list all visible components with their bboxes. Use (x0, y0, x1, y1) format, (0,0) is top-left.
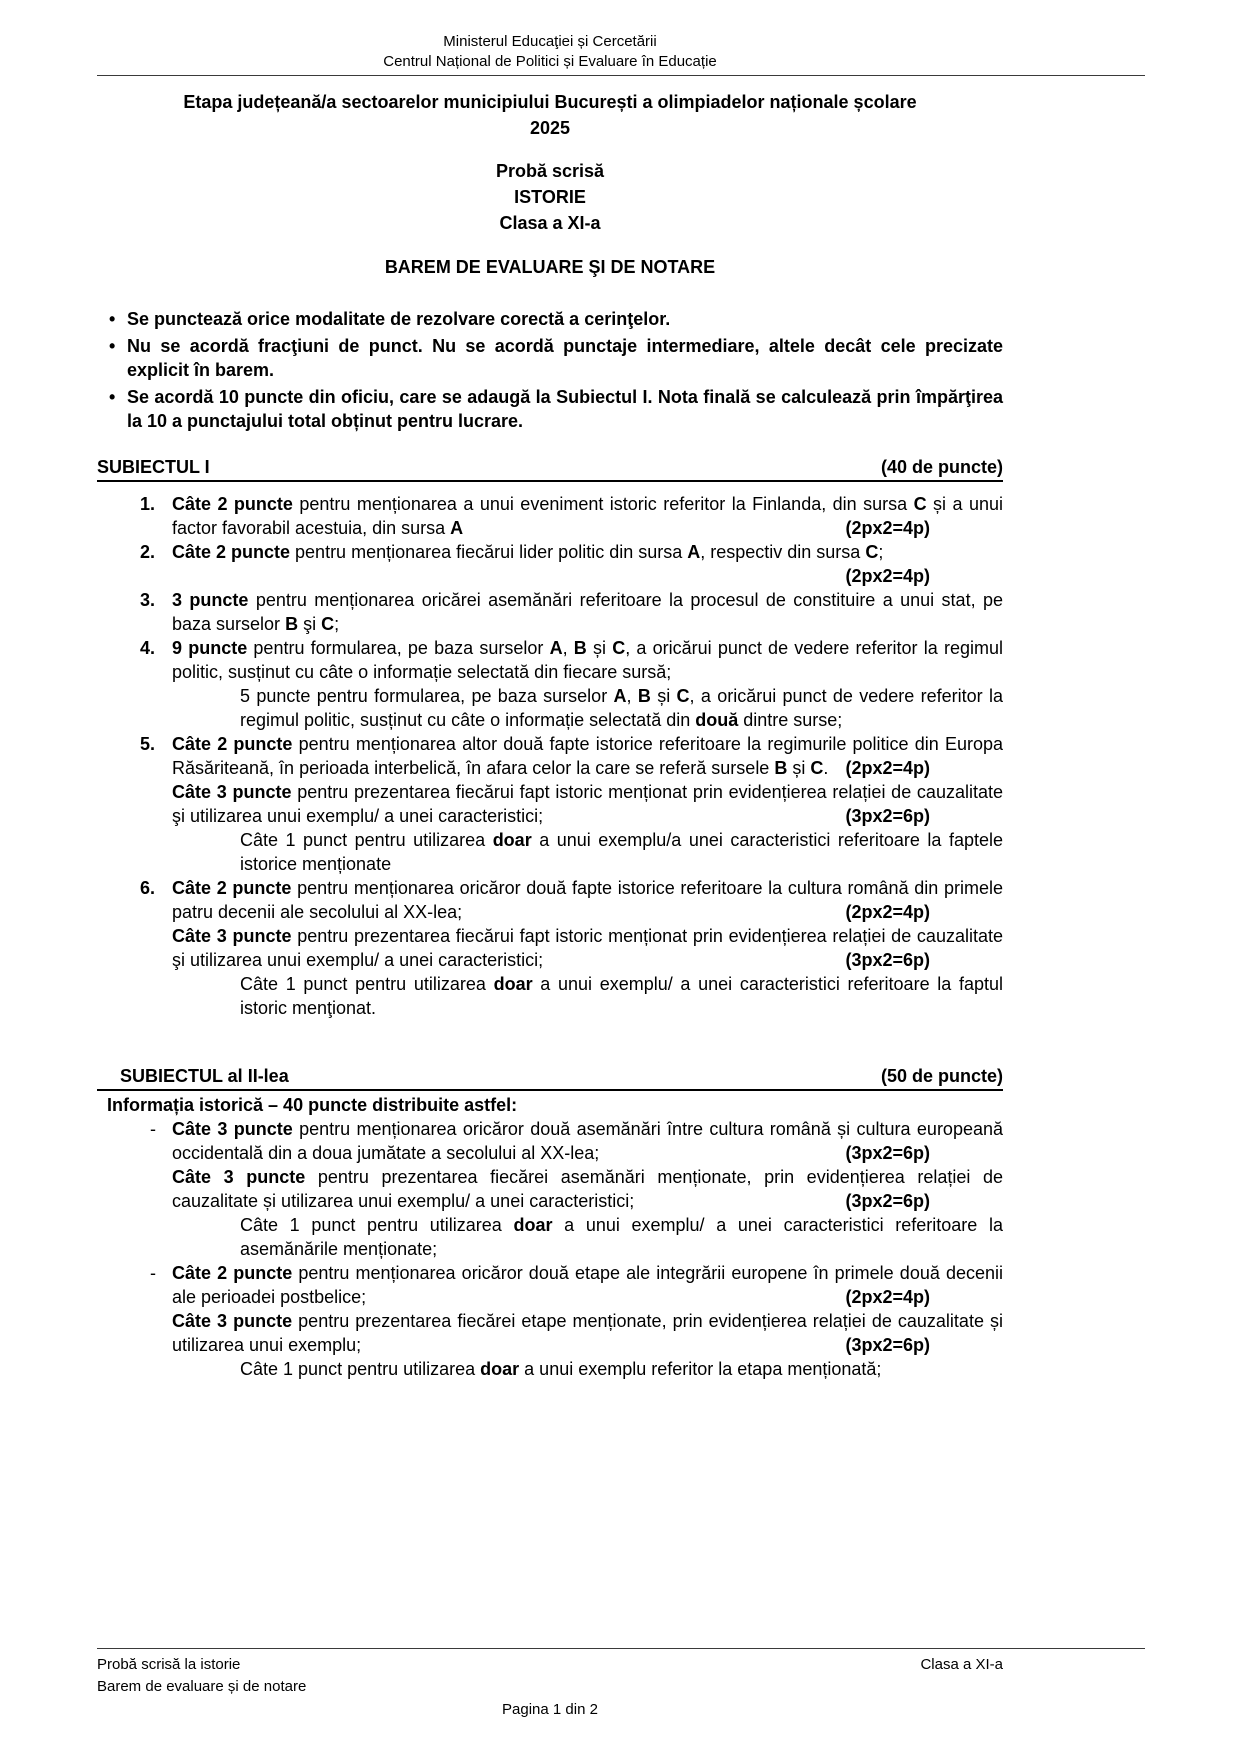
rule-item (97, 385, 1003, 433)
text-segment: și (586, 638, 613, 658)
paragraph (172, 1261, 1003, 1309)
text-segment: pentru menționarea oricăror două asemănări între cultura română și cultura europeană occidentală din a doua jumătate a secolului al XX-lea; (172, 1119, 1003, 1163)
text-segment: C (865, 542, 879, 562)
text-segment: Câte 1 punct pentru utilizarea (240, 830, 493, 850)
footer-row (97, 1654, 1003, 1698)
title-block (97, 89, 1003, 280)
paragraph (240, 972, 1003, 1020)
paragraph (172, 732, 1003, 780)
score-label: (3px2=6p) (845, 1143, 930, 1163)
grade-level: Clasa a XI-a (499, 213, 601, 233)
list-item (97, 492, 1003, 540)
paragraph (172, 780, 1003, 828)
item-marker: 5. (140, 734, 156, 754)
items-list (97, 492, 1003, 1020)
text-segment: și a unui factor favorabil acestuia, din sursa (172, 494, 1003, 538)
item-marker: 3. (140, 590, 156, 610)
item-marker: 6. (140, 878, 156, 898)
footer-left-block (97, 1654, 306, 1698)
section (97, 1064, 1003, 1381)
section-title: SUBIECTUL al II-lea (120, 1066, 289, 1086)
item-marker: 2. (140, 542, 156, 562)
section-heading (97, 455, 1003, 482)
text-segment: B (774, 758, 788, 778)
page-footer (97, 1648, 1145, 1721)
list-item (97, 732, 1003, 876)
paragraph (172, 564, 1003, 588)
text-segment: ; (334, 614, 340, 634)
rule-item (97, 334, 1003, 382)
paragraph (172, 540, 1003, 564)
paragraph (172, 588, 1003, 636)
list-item (97, 876, 1003, 1020)
paragraph (172, 1117, 1003, 1165)
score-label: (2px2=4p) (845, 566, 930, 586)
text-segment: C (676, 686, 690, 706)
section-intro: Informația istorică – 40 puncte distribuite astfel: (107, 1095, 518, 1115)
stage-title: Etapa județeană/a sectoarelor municipiului București a olimpiadelor naționale școlare (183, 92, 917, 112)
section-points: (40 de puncte) (880, 457, 1003, 477)
text-segment: B (573, 638, 587, 658)
text-segment: pentru menționarea oricărei asemănări referitoare la procesul de constituire a unui stat, pe baza surselor (172, 590, 1003, 634)
rule-text: Se punctează orice modalitate de rezolvare corectă a cerinţelor. (127, 309, 671, 329)
text-segment: Câte 2 puncte (172, 494, 293, 514)
item-body (172, 876, 1003, 1020)
text-segment: C (913, 494, 927, 514)
score-label: (3px2=6p) (845, 1335, 930, 1355)
text-segment: pentru prezentarea fiecărei asemănări menționate, prin evidențierea relației de cauzalitate și utilizarea unui exemplu/ a unei caracteristici; (172, 1167, 1003, 1211)
center-name: Centrul Național de Politici și Evaluare în Educație (383, 53, 717, 70)
score-label: (2px2=4p) (845, 758, 930, 778)
text-segment: , (626, 686, 638, 706)
item-body (172, 636, 1003, 732)
section-heading (97, 1064, 1003, 1091)
item-body (172, 588, 1003, 636)
text-segment: doar (513, 1215, 553, 1235)
text-segment: două (695, 710, 739, 730)
text-segment: doar (480, 1359, 520, 1379)
paragraph (240, 828, 1003, 876)
section (97, 455, 1003, 1020)
footer-barem-label: Barem de evaluare și de notare (97, 1678, 307, 1695)
section-title: SUBIECTUL I (97, 457, 210, 477)
text-segment: doar (493, 974, 533, 994)
score-label: (2px2=4p) (845, 518, 930, 538)
text-segment: și (787, 758, 811, 778)
paragraph (240, 1357, 1003, 1381)
text-segment: dintre surse; (738, 710, 843, 730)
footer-exam-label: Probă scrisă la istorie (97, 1656, 241, 1673)
paragraph (172, 924, 1003, 972)
score-label: (2px2=4p) (845, 902, 930, 922)
text-segment: Câte 1 punct pentru utilizarea (240, 974, 494, 994)
item-marker: - (150, 1119, 156, 1139)
document-title: BAREM DE EVALUARE ŞI DE NOTARE (384, 257, 716, 277)
text-segment: , (562, 638, 574, 658)
item-body (172, 540, 1003, 588)
rule-text: Nu se acordă fracţiuni de punct. Nu se acordă punctaje intermediare, altele decât cele precizate explicit în barem. (127, 336, 1003, 380)
text-segment: ; (878, 542, 884, 562)
text-segment: B (637, 686, 651, 706)
text-segment: și (650, 686, 677, 706)
score-label: (3px2=6p) (845, 1191, 930, 1211)
text-segment: pentru menționarea oricăror două fapte istorice referitoare la cultura română din primele patru decenii ale secolului al XX-lea; (172, 878, 1003, 922)
rule-text: Se acordă 10 puncte din oficiu, care se adaugă la Subiectul I. Nota finală se calculează prin împărţirea la 10 a punctajului total obținut pentru lucrare. (127, 387, 1003, 431)
text-segment: , a oricărui punct de vedere referitor la regimul politic, susținut cu câte o informație selectată din fiecare sursă; (172, 638, 1003, 682)
subject-name: ISTORIE (514, 187, 586, 207)
item-marker: 4. (140, 638, 156, 658)
item-body (172, 1117, 1003, 1261)
text-segment: A (687, 542, 701, 562)
text-segment: , respectiv din sursa (700, 542, 866, 562)
paragraph (172, 876, 1003, 924)
text-segment: pentru prezentarea fiecărei etape menționate, prin evidențierea relației de cauzalitate și utilizarea unui exemplu; (172, 1311, 1003, 1355)
text-segment: a unui exemplu/a unei caracteristici referitoare la faptele istorice menționate (240, 830, 1003, 874)
list-item (97, 540, 1003, 588)
text-segment: 3 puncte (172, 590, 249, 610)
paragraph (172, 1165, 1003, 1213)
text-segment: A (549, 638, 563, 658)
text-segment: Câte 2 puncte (172, 878, 292, 898)
general-rules-list (97, 307, 1003, 433)
text-segment: şi (298, 614, 322, 634)
text-segment: A (450, 518, 464, 538)
item-marker: - (150, 1263, 156, 1283)
text-segment: A (613, 686, 627, 706)
paragraph (172, 636, 1003, 684)
text-segment: C (612, 638, 626, 658)
paragraph (240, 1213, 1003, 1261)
text-segment: B (285, 614, 299, 634)
text-segment: C (810, 758, 824, 778)
text-segment: Câte 3 puncte (172, 782, 292, 802)
list-item (97, 1261, 1003, 1381)
competition-year: 2025 (529, 118, 571, 138)
item-body (172, 732, 1003, 876)
footer-divider (97, 1648, 1145, 1649)
text-segment: 5 puncte pentru formularea, pe baza surselor (240, 686, 614, 706)
score-label: (3px2=6p) (845, 806, 930, 826)
page-number: Pagina 1 din 2 (502, 1701, 598, 1718)
exam-type: Probă scrisă (495, 161, 605, 181)
text-segment: Câte 2 puncte (172, 734, 293, 754)
footer-grade-label: Clasa a XI-a (920, 1656, 1003, 1673)
score-label: (2px2=4p) (845, 1287, 930, 1307)
text-segment: a unui exemplu referitor la etapa menționată; (519, 1359, 882, 1379)
text-segment: pentru prezentarea fiecărui fapt istoric menționat prin evidențierea relației de cauzalitate şi utilizarea unui exemplu/ a unei caracteristici; (172, 926, 1003, 970)
text-segment: Câte 3 puncte (172, 1119, 293, 1139)
paragraph (172, 492, 1003, 540)
items-list (97, 1117, 1003, 1381)
text-segment: pentru menționarea oricăror două etape ale integrării europene în primele două decenii ale perioadei postbelice; (172, 1263, 1003, 1307)
text-segment: C (321, 614, 335, 634)
text-segment: Câte 2 puncte (172, 542, 291, 562)
list-item (97, 588, 1003, 636)
text-segment: Câte 3 puncte (172, 926, 292, 946)
header-text-block (97, 32, 1003, 72)
text-segment: Câte 3 puncte (172, 1311, 293, 1331)
text-segment: pentru menționarea a unui eveniment istoric referitor la Finlanda, din sursa (292, 494, 914, 514)
rule-item (97, 307, 1003, 331)
text-segment: a unui exemplu/ a unei caracteristici referitoare la faptul istoric menţionat. (240, 974, 1003, 1018)
text-segment: . (823, 758, 829, 778)
section-points: (50 de puncte) (880, 1066, 1003, 1086)
item-body (172, 1261, 1003, 1381)
sections (97, 455, 1003, 1381)
text-segment: pentru menționarea fiecărui lider politic din sursa (290, 542, 688, 562)
paragraph (172, 1309, 1003, 1357)
document-body (97, 89, 1003, 1381)
text-segment: pentru prezentarea fiecărui fapt istoric menționat prin evidențierea relației de cauzalitate şi utilizarea unui exemplu/ a unei caracteristici; (172, 782, 1003, 826)
text-segment: doar (492, 830, 532, 850)
text-segment: pentru menționarea altor două fapte istorice referitoare la regimurile politice din Europa Răsăriteană, în perioada interbelică, în afara celor la care se referă sursele (172, 734, 1003, 778)
ministry-name: Ministerul Educaţiei și Cercetării (443, 33, 657, 50)
paragraph (240, 684, 1003, 732)
score-label: (3px2=6p) (845, 950, 930, 970)
list-item (97, 636, 1003, 732)
list-item (97, 1117, 1003, 1261)
text-segment: pentru formularea, pe baza surselor (247, 638, 550, 658)
text-segment: a unui exemplu/ a unei caracteristici referitoare la asemănările menționate; (240, 1215, 1003, 1259)
text-segment: Câte 1 punct pentru utilizarea (240, 1359, 481, 1379)
text-segment: , a oricărui punct de vedere referitor la regimul politic, susținut cu câte o informație selectată din (240, 686, 1003, 730)
bullet-icon: • (109, 309, 116, 329)
text-segment: Câte 3 puncte (172, 1167, 306, 1187)
text-segment: 9 puncte (172, 638, 248, 658)
item-marker: 1. (140, 494, 156, 514)
bullet-icon: • (109, 387, 116, 407)
item-body (172, 492, 1003, 540)
text-segment: Câte 1 punct pentru utilizarea (240, 1215, 514, 1235)
bullet-icon: • (109, 336, 116, 356)
page-header (97, 0, 1145, 76)
text-segment: Câte 2 puncte (172, 1263, 293, 1283)
